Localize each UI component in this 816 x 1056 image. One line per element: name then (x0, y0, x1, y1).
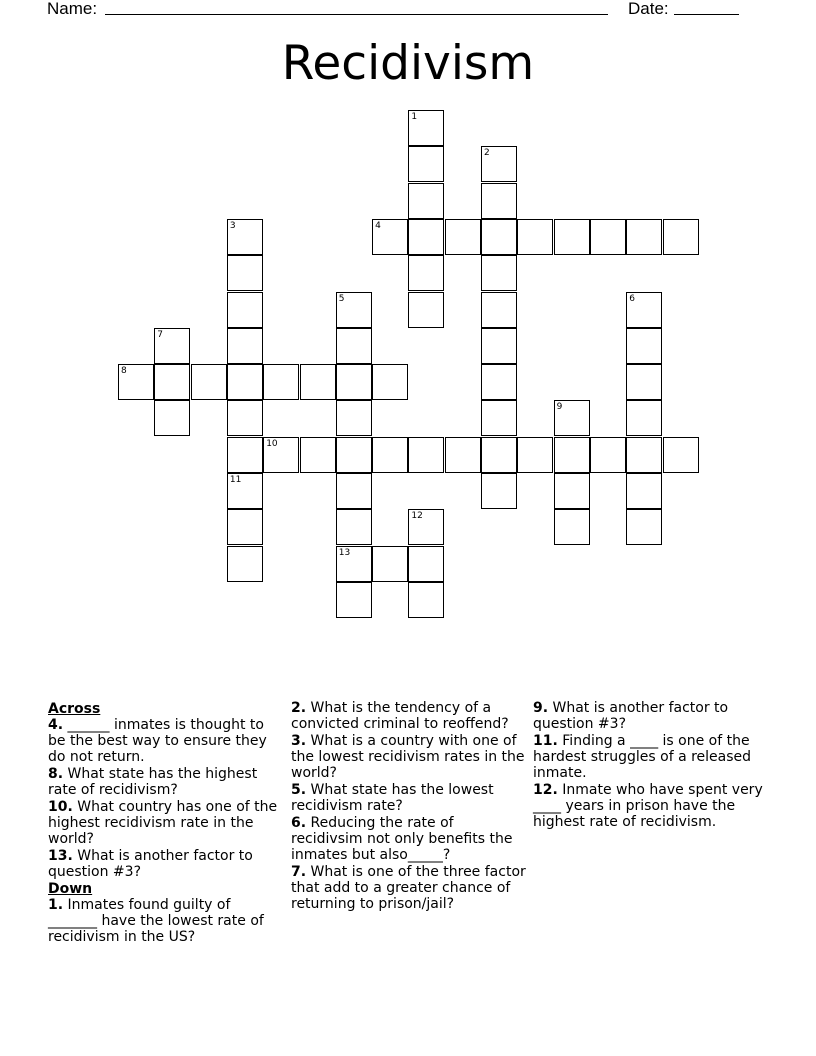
grid-cell[interactable] (372, 437, 408, 473)
clue-down-9: 9. What is another factor to question #3? (533, 700, 729, 732)
clue-across-8: 8. What state has the highest rate of recidivism? (48, 766, 258, 798)
name-label: Name: (47, 0, 98, 18)
grid-cell[interactable] (227, 437, 263, 473)
grid-cell[interactable] (408, 292, 444, 328)
grid-cell[interactable] (481, 219, 517, 255)
grid-cell[interactable] (626, 328, 662, 364)
grid-cell[interactable] (408, 183, 444, 219)
grid-cell[interactable] (336, 509, 372, 545)
grid-cell[interactable] (263, 364, 299, 400)
grid-cell[interactable] (408, 255, 444, 291)
grid-cell[interactable] (554, 219, 590, 255)
grid-cell[interactable] (408, 146, 444, 182)
grid-number: 10 (266, 438, 278, 449)
page-title: Recidivism (281, 36, 535, 91)
grid-cell[interactable] (227, 400, 263, 436)
grid-number: 5 (338, 293, 345, 304)
grid-cell[interactable] (372, 364, 408, 400)
clue-across-13: 13. What is another factor to question #3? (48, 848, 253, 880)
grid-cell[interactable] (517, 437, 553, 473)
grid-cell[interactable] (554, 437, 590, 473)
grid-cell[interactable] (227, 546, 263, 582)
grid-cell[interactable] (481, 400, 517, 436)
grid-cell[interactable] (154, 400, 190, 436)
grid-cell[interactable] (445, 437, 481, 473)
grid-cell[interactable] (481, 183, 517, 219)
grid-cell[interactable] (663, 437, 699, 473)
grid-number: 8 (121, 366, 127, 377)
clue-down-6: 6. Reducing the rate of recidivsim not only benefits the inmates but also_____? (291, 815, 513, 863)
grid-cell[interactable] (626, 400, 662, 436)
grid-cell[interactable] (481, 364, 517, 400)
grid-cell[interactable] (626, 219, 662, 255)
grid-cell[interactable] (626, 364, 662, 400)
clue-down-12: 12. Inmate who have spent very ____ years in prison have the highest rate of recidivism. (533, 782, 763, 830)
grid-cell[interactable] (408, 582, 444, 618)
date-label: Date: (628, 0, 669, 18)
grid-cell[interactable] (481, 292, 517, 328)
grid-cell[interactable] (300, 364, 336, 400)
grid-number: 7 (157, 329, 164, 340)
grid-cell[interactable] (227, 255, 263, 291)
grid-cell[interactable] (408, 546, 444, 582)
grid-cell[interactable] (554, 509, 590, 545)
grid-cell[interactable] (445, 219, 481, 255)
clues-column-1 (48, 700, 278, 946)
clue-down-3: 3. What is a country with one of the lowest recidivism rates in the world? (291, 733, 525, 781)
clue-down-2: 2. What is the tendency of a convicted criminal to reoffend? (291, 700, 509, 732)
grid-cell[interactable] (663, 219, 699, 255)
clue-down-1: 1. Inmates found guilty of _______ have the lowest rate of recidivism in the US? (48, 897, 264, 945)
grid-cell[interactable] (626, 437, 662, 473)
grid-cell[interactable] (227, 292, 263, 328)
down-heading: Down (48, 881, 93, 897)
grid-cell[interactable] (554, 473, 590, 509)
grid-cell[interactable] (626, 473, 662, 509)
grid-number: 6 (629, 293, 635, 304)
clue-down-11: 11. Finding a ____ is one of the hardest struggles of a released inmate. (533, 733, 752, 781)
clues-column-3 (533, 700, 773, 831)
grid-cell[interactable] (481, 328, 517, 364)
grid-number: 3 (229, 220, 236, 231)
grid-cell[interactable] (336, 400, 372, 436)
grid-number: 13 (338, 547, 351, 558)
grid-number: 2 (484, 148, 490, 159)
grid-cell[interactable] (408, 437, 444, 473)
grid-cell[interactable] (517, 219, 553, 255)
grid-cell[interactable] (227, 509, 263, 545)
grid-number: 1 (411, 112, 418, 122)
grid-number: 4 (375, 220, 381, 231)
across-heading: Across (48, 701, 101, 717)
clues-column-2 (291, 700, 527, 913)
grid-cell[interactable] (336, 582, 372, 618)
grid-cell[interactable] (154, 364, 190, 400)
grid-cell[interactable] (336, 328, 372, 364)
clue-down-5: 5. What state has the lowest recidivism rate? (291, 782, 494, 814)
grid-cell[interactable] (191, 364, 227, 400)
grid-cell[interactable] (590, 437, 626, 473)
grid-cell[interactable] (408, 219, 444, 255)
grid-cell[interactable] (300, 437, 336, 473)
grid-number: 12 (411, 511, 423, 522)
grid-cell[interactable] (227, 328, 263, 364)
grid-cell[interactable] (481, 255, 517, 291)
grid-cell[interactable] (590, 219, 626, 255)
grid-cell[interactable] (481, 473, 517, 509)
grid-cell[interactable] (481, 437, 517, 473)
clue-down-7: 7. What is one of the three factor that add to a greater chance of returning to prison/jail? (291, 864, 526, 912)
grid-cell[interactable] (372, 546, 408, 582)
clue-across-10: 10. What country has one of the highest recidivism rate in the world? (48, 799, 278, 847)
grid-cell[interactable] (336, 437, 372, 473)
clue-across-4: 4. ______ inmates is thought to be the best way to ensure they do not return. (48, 717, 267, 765)
grid-cell[interactable] (227, 364, 263, 400)
grid-cell[interactable] (336, 364, 372, 400)
grid-cell[interactable] (336, 473, 372, 509)
grid-number: 11 (229, 475, 242, 485)
grid-number: 9 (556, 402, 563, 413)
grid-cell[interactable] (626, 509, 662, 545)
